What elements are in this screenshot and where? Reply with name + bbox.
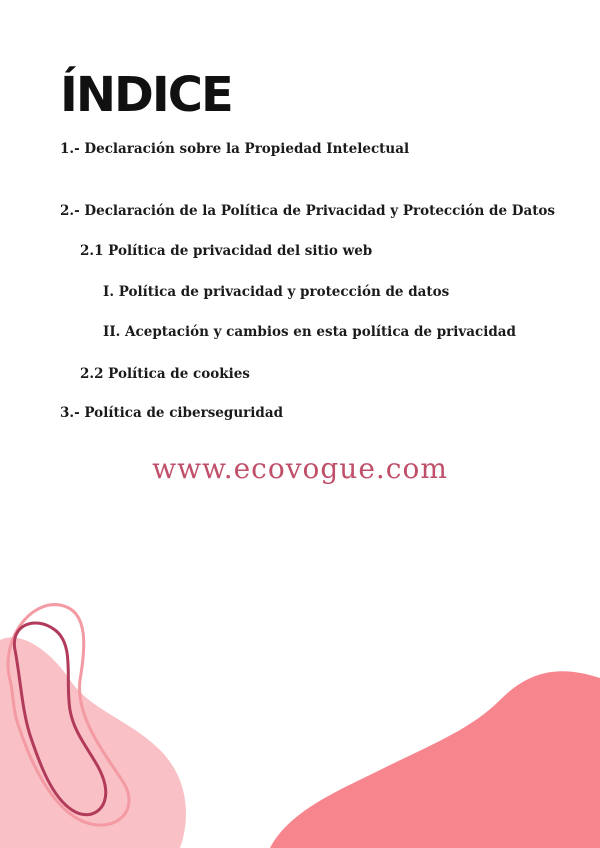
page-title: ÍNDICE [60, 67, 232, 123]
pink-blob-shape [270, 671, 600, 848]
toc-item-cookies[interactable]: 2.2 Política de cookies [80, 366, 250, 382]
toc-item-proteccion-datos[interactable]: I. Política de privacidad y protección de datos [103, 284, 450, 300]
toc-item-aceptacion-cambios[interactable]: II. Aceptación y cambios en esta política de privacidad [103, 324, 516, 340]
toc-item-propiedad-intelectual[interactable]: 1.- Declaración sobre la Propiedad Intelectual [60, 141, 410, 157]
light-blob-shape [0, 637, 186, 848]
website-url[interactable]: www.ecovogue.com [152, 452, 448, 485]
decorative-blobs [0, 560, 600, 848]
toc-item-politica-privacidad[interactable]: 2.- Declaración de la Política de Privacidad y Protección de Datos [60, 203, 556, 219]
toc-item-ciberseguridad[interactable]: 3.- Política de ciberseguridad [60, 405, 284, 421]
toc-item-privacidad-sitio-web[interactable]: 2.1 Política de privacidad del sitio web [80, 243, 373, 259]
